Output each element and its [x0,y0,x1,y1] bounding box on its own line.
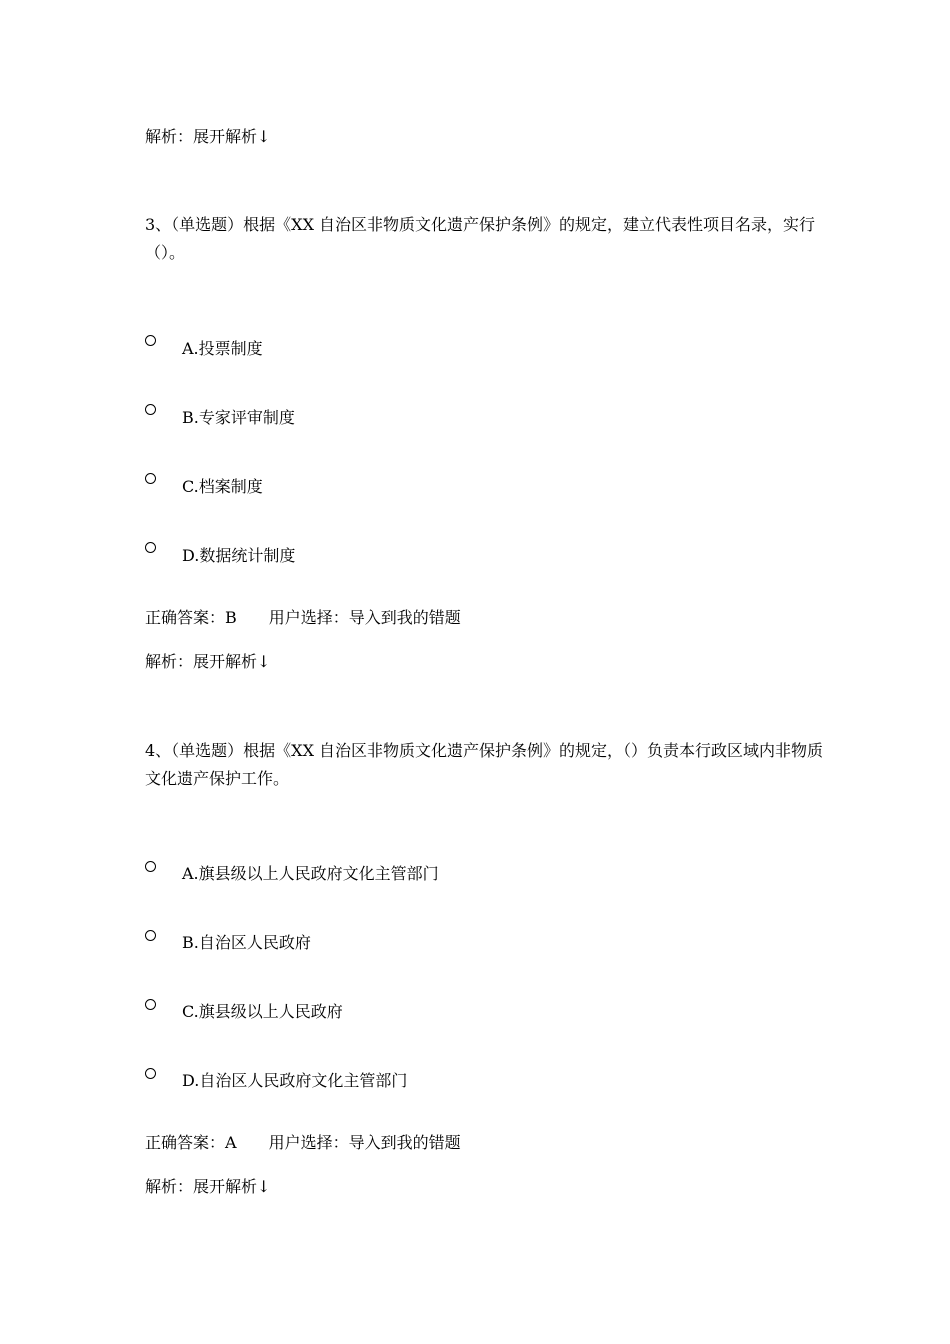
radio-icon[interactable] [145,335,156,346]
question-3-text: 3、（单选题）根据《XX 自治区非物质文化遗产保护条例》的规定，建立代表性项目名录，实行（）。 [145,215,816,262]
expand-analysis-link[interactable]: 展开解析 [193,127,258,146]
radio-icon[interactable] [145,404,156,415]
q3-option-b[interactable]: B.专家评审制度 [182,408,295,427]
q3-option-d[interactable]: D.数据统计制度 [182,546,296,565]
analysis-label: 解析： [145,1177,194,1196]
radio-icon[interactable] [145,861,156,872]
radio-icon[interactable] [145,999,156,1010]
q4-option-d[interactable]: D.自治区人民政府文化主管部门 [182,1071,408,1090]
arrow-down-icon[interactable]: ↓ [257,1177,271,1196]
add-to-wrong-list-link[interactable]: 导入到我的错题 [348,1133,461,1152]
question-4-text: 4、（单选题）根据《XX 自治区非物质文化遗产保护条例》的规定，（）负责本行政区域内非物质文化遗产保护工作。 [145,741,824,788]
arrow-down-icon[interactable]: ↓ [257,652,271,671]
q4-option-b[interactable]: B.自治区人民政府 [182,933,311,952]
q3-analysis-row [145,651,270,673]
user-choice-label: 用户选择： [268,1133,349,1152]
analysis-row [145,126,270,148]
q4-answer-row [145,1132,461,1154]
analysis-label: 解析： [145,652,194,671]
correct-answer-label: 正确答案： [145,1133,226,1152]
arrow-down-icon[interactable]: ↓ [257,127,271,146]
q4-option-c[interactable]: C.旗县级以上人民政府 [182,1002,343,1021]
add-to-wrong-list-link[interactable]: 导入到我的错题 [348,608,461,627]
radio-icon[interactable] [145,930,156,941]
radio-icon[interactable] [145,542,156,553]
q3-option-c[interactable]: C.档案制度 [182,477,263,496]
user-choice-label: 用户选择： [268,608,349,627]
correct-answer-value: B [225,608,237,627]
expand-analysis-link[interactable]: 展开解析 [193,1177,258,1196]
analysis-label: 解析： [145,127,194,146]
q3-answer-row [145,607,461,629]
radio-icon[interactable] [145,473,156,484]
q4-option-a[interactable]: A.旗县级以上人民政府文化主管部门 [182,864,439,883]
expand-analysis-link[interactable]: 展开解析 [193,652,258,671]
correct-answer-value: A [225,1133,237,1152]
q3-option-a[interactable]: A.投票制度 [182,339,263,358]
correct-answer-label: 正确答案： [145,608,226,627]
q4-analysis-row [145,1176,270,1198]
radio-icon[interactable] [145,1068,156,1079]
